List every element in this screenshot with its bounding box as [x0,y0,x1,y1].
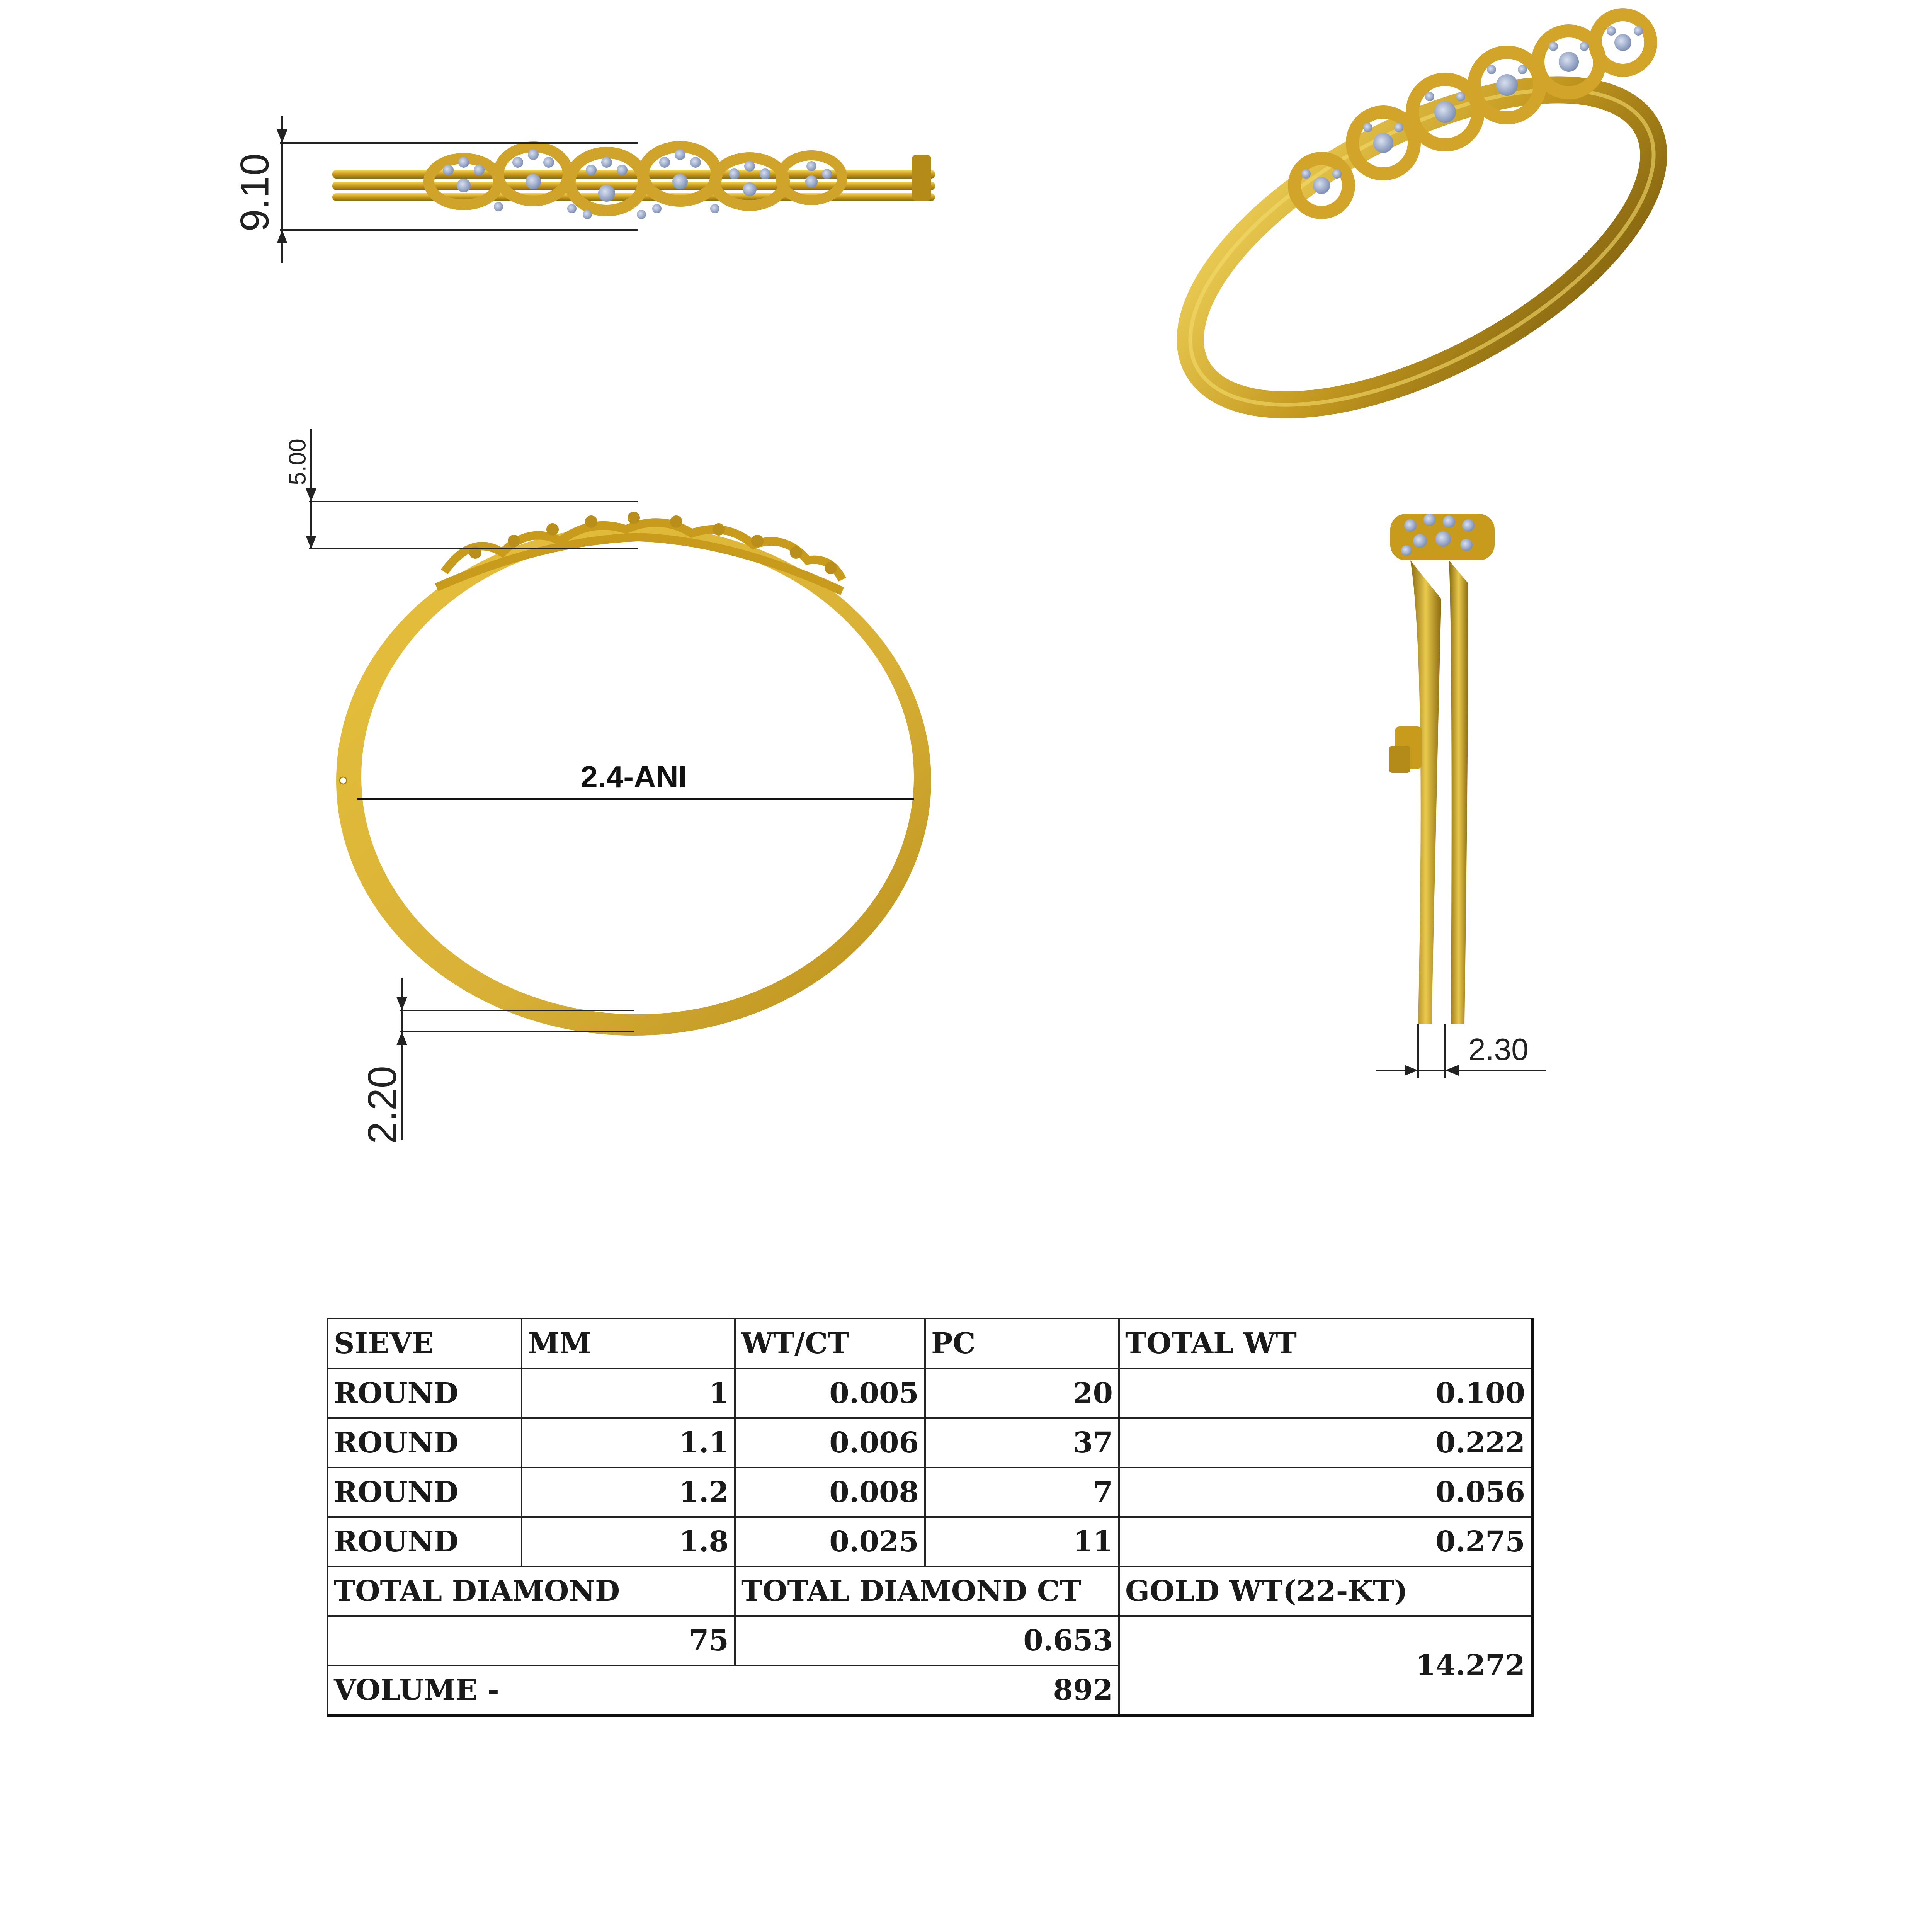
total-diamond-value: 75 [328,1616,735,1665]
perspective-bangle [1142,15,1701,469]
cell-sieve: ROUND [328,1517,522,1566]
diamond-spec-table [327,1318,1534,1717]
inner-diameter-label: 2.4-ANI [580,760,687,794]
top-view-bangle [332,147,935,219]
table-row [328,1418,1532,1468]
cell-wtct: 0.025 [735,1517,925,1566]
totals-label-row [328,1566,1532,1616]
cell-sieve: ROUND [328,1418,522,1468]
cell-total-wt: 0.275 [1119,1517,1532,1566]
header-mm: MM [522,1318,735,1369]
band-width-label: 2.30 [1468,1032,1529,1066]
table-row [328,1369,1532,1418]
table-header-row [328,1318,1532,1369]
header-wtct: WT/CT [735,1318,925,1369]
cell-pc: 20 [925,1369,1119,1418]
gold-wt-value: 14.272 [1119,1616,1532,1716]
cell-total-wt: 0.100 [1119,1369,1532,1418]
cell-mm: 1 [522,1369,735,1418]
totals-value-row [328,1616,1532,1665]
header-pc: PC [925,1318,1119,1369]
header-total-wt: TOTAL WT [1119,1318,1532,1369]
cell-wtct: 0.008 [735,1468,925,1517]
end-view-drawing [1352,483,1662,1101]
total-diamond-ct-value: 0.653 [735,1616,1119,1665]
cell-pc: 7 [925,1468,1119,1517]
side-view-drawing [0,386,1005,1159]
cell-sieve: ROUND [328,1369,522,1418]
total-diamond-ct-label: TOTAL DIAMOND CT [735,1566,1119,1616]
volume-value: 892 [735,1665,1119,1716]
table-row [328,1468,1532,1517]
header-sieve: SIEVE [328,1318,522,1369]
cell-sieve: ROUND [328,1468,522,1517]
volume-label: VOLUME - [328,1665,735,1716]
cell-mm: 1.1 [522,1418,735,1468]
cell-total-wt: 0.222 [1119,1418,1532,1468]
cell-pc: 37 [925,1418,1119,1468]
head-height-label: 5.00 [284,439,311,485]
cell-pc: 11 [925,1517,1119,1566]
band-thickness-label: 2.20 [360,1066,405,1144]
cell-mm: 1.2 [522,1468,735,1517]
total-diamond-label: TOTAL DIAMOND [328,1566,735,1616]
cell-wtct: 0.006 [735,1418,925,1468]
cell-mm: 1.8 [522,1517,735,1566]
cell-total-wt: 0.056 [1119,1468,1532,1517]
cell-wtct: 0.005 [735,1369,925,1418]
table-row [328,1517,1532,1566]
top-view-drawing [0,0,1005,270]
perspective-view-drawing [1159,0,1816,444]
gold-wt-label: GOLD WT(22-KT) [1119,1566,1532,1616]
top-height-label: 9.10 [232,153,277,232]
end-view-bangle [1389,514,1495,1024]
